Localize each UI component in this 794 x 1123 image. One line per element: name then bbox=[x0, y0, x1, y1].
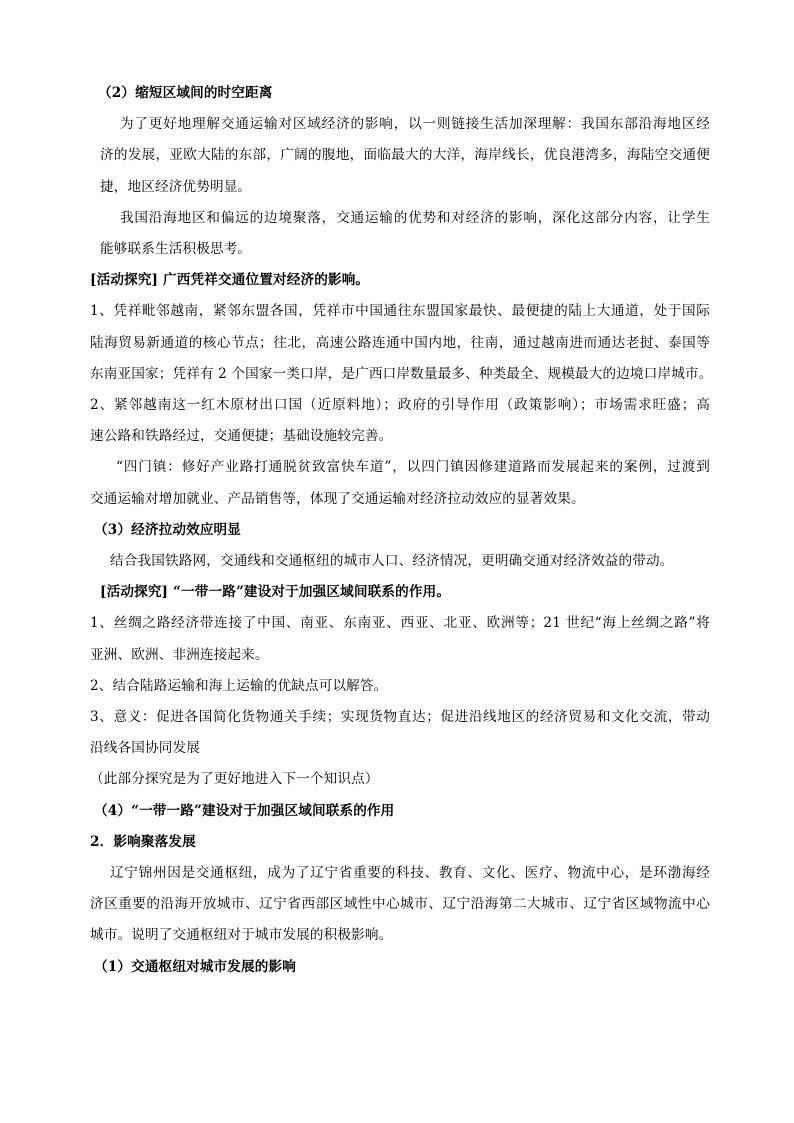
paragraph-line: 能够联系生活积极思考。 bbox=[100, 241, 252, 258]
paragraph-line: 辽宁锦州因是交通枢纽，成为了辽宁省重要的科技、教育、文化、医疗、物流中心，是环渤海经 bbox=[110, 865, 710, 882]
paragraph-line: 2、结合陆路运输和海上运输的优缺点可以解答。 bbox=[90, 677, 388, 694]
paragraph-line: 交通运输对增加就业、产品销售等，体现了交通运输对经济拉动效应的显著效果。 bbox=[90, 490, 585, 507]
section-heading-1: （1）交通枢纽对城市发展的影响 bbox=[94, 958, 297, 975]
paragraph-line: “四门镇：修好产业路打通脱贫致富快车道”，以四门镇因修建道路而发展起来的案例，过渡到 bbox=[116, 459, 710, 476]
paragraph-line: 1、凭祥毗邻越南，紧邻东盟各国，凭祥市中国通往东盟国家最快、最便捷的陆上大通道，处于国际 bbox=[90, 303, 710, 320]
paragraph-line: 为了更好地理解交通运输对区域经济的影响，以一则链接生活加深理解：我国东部沿海地区经 bbox=[120, 116, 710, 133]
activity-heading-belt-road: [活动探究] “一带一路”建设对于加强区域间联系的作用。 bbox=[100, 584, 451, 601]
paragraph-line: 速公路和铁路经过，交通便捷；基础设施较完善。 bbox=[90, 428, 393, 445]
document-page bbox=[90, 78, 713, 983]
paragraph-line: 陆海贸易新通道的核心节点；往北，高速公路连通中国内地，往南，通过越南进而通达老挝、泰国等 bbox=[90, 334, 710, 351]
section-heading-3: （3）经济拉动效应明显 bbox=[94, 521, 242, 538]
paragraph-line: 济的发展，亚欧大陆的东部，广阔的腹地，面临最大的大洋，海岸线长，优良港湾多，海陆空交通便 bbox=[100, 147, 710, 164]
paragraph-line: 我国沿海地区和偏远的边境聚落，交通运输的优势和对经济的影响，深化这部分内容，让学生 bbox=[120, 209, 710, 226]
paragraph-line: 3、意义：促进各国简化货物通关手续；实现货物直达；促进沿线地区的经济贸易和文化交流，带动 bbox=[90, 709, 710, 726]
paragraph-line: 城市。说明了交通枢纽对于城市发展的积极影响。 bbox=[90, 927, 393, 944]
section-heading-main-2: 2．影响聚落发展 bbox=[90, 833, 196, 850]
paragraph-line: 亚洲、欧洲、非洲连接起来。 bbox=[90, 646, 269, 663]
activity-heading-guangxi: [活动探究] 广西凭祥交通位置对经济的影响。 bbox=[90, 272, 370, 289]
paragraph-line: 东南亚国家；凭祥有 2 个国家一类口岸，是广西口岸数量最多、种类最全、规模最大的边境口岸城市。 bbox=[90, 365, 713, 382]
paragraph-line: 济区重要的沿海开放城市、辽宁省西部区域性中心城市、辽宁沿海第二大城市、辽宁省区域物流中心 bbox=[90, 896, 710, 913]
paragraph-line: 2、紧邻越南这一红木原材出口国（近原料地）；政府的引导作用（政策影响）；市场需求旺盛；高 bbox=[90, 397, 710, 414]
section-heading-2: （2）缩短区域间的时空距离 bbox=[98, 85, 273, 101]
paragraph-line: 沿线各国协同发展 bbox=[90, 740, 200, 757]
paragraph-line: 结合我国铁路网，交通线和交通枢纽的城市人口、经济情况，更明确交通对经济效益的带动。 bbox=[110, 553, 674, 570]
paragraph-line: （此部分探究是为了更好地进入下一个知识点） bbox=[90, 771, 379, 788]
paragraph-line: 捷，地区经济优势明显。 bbox=[100, 178, 252, 195]
section-heading-4: （4）“一带一路”建设对于加强区域间联系的作用 bbox=[94, 802, 395, 819]
paragraph-line: 1、丝绸之路经济带连接了中国、南亚、东南亚、西亚、北亚、欧洲等；21 世纪“海上丝绸之路”将 bbox=[90, 615, 710, 632]
